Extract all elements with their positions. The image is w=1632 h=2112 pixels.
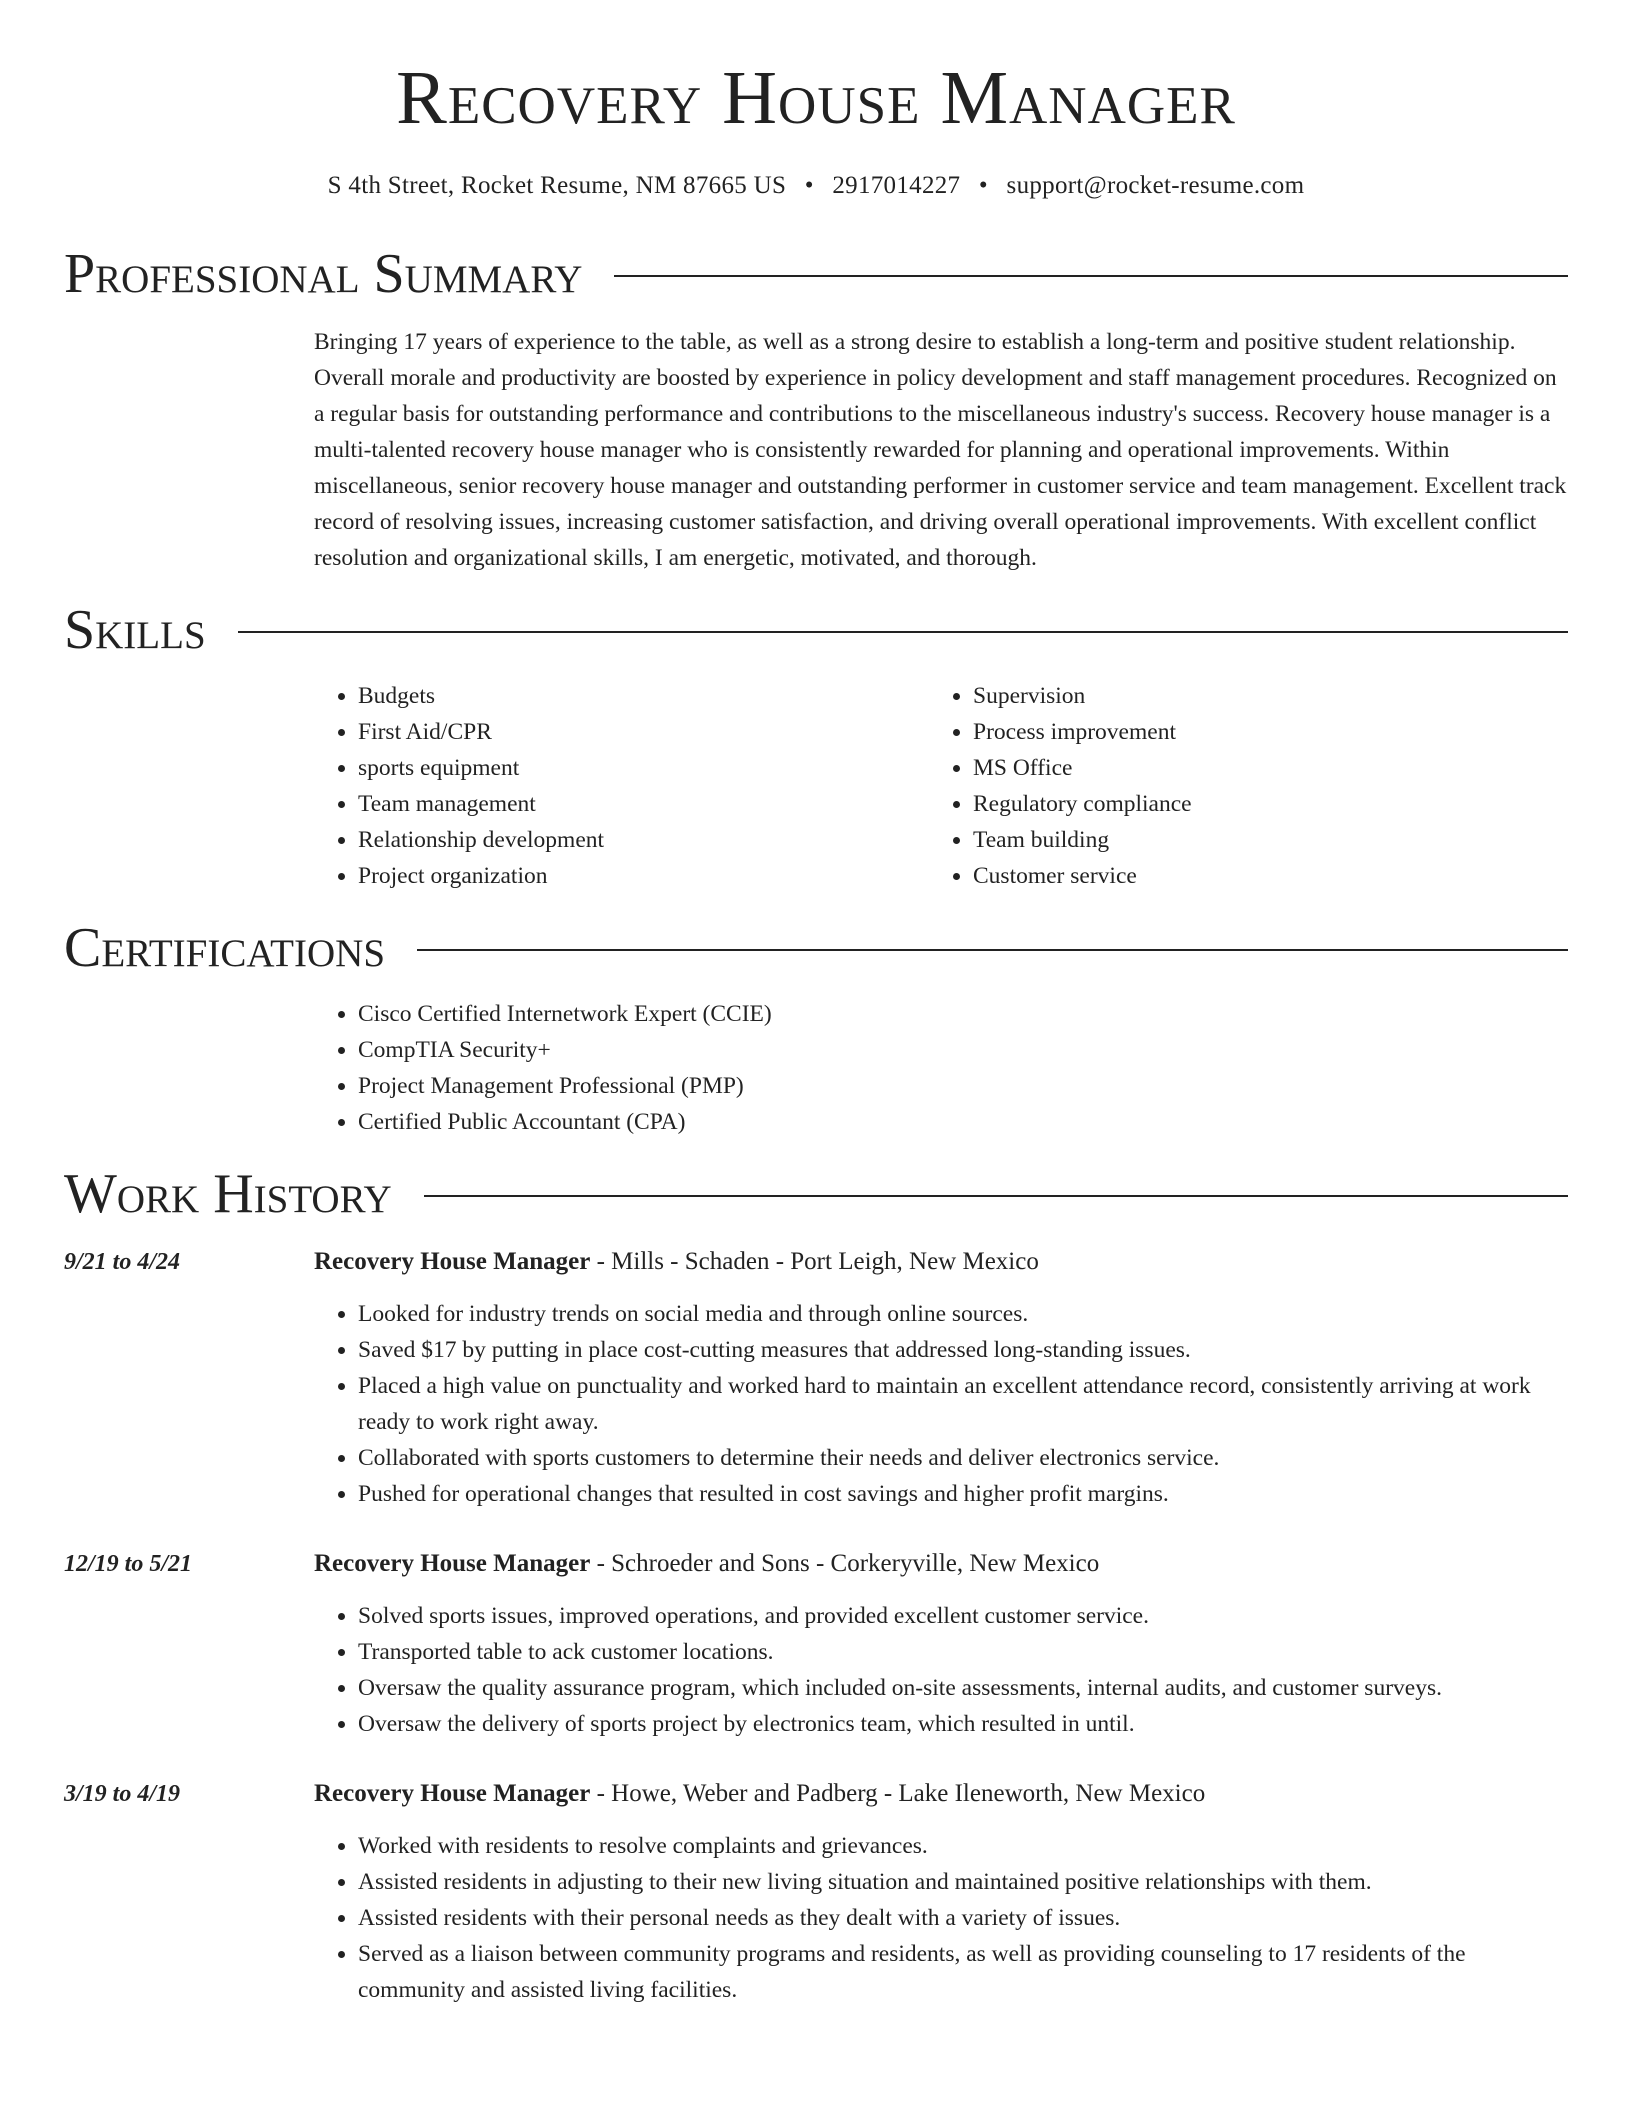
skills-list [314, 678, 929, 894]
section-title: Skills [64, 599, 206, 661]
job-bullet: • Oversaw the delivery of sports project by electronics team, which resulted in until. [358, 1706, 1568, 1742]
skill-item: • MS Office [973, 750, 1544, 786]
job-employer-location: - Schroeder and Sons - Corkeryville, New Mexico [590, 1550, 1100, 1577]
job-bullet: • Saved $17 by putting in place cost-cutting measures that addressed long-standing issues. [358, 1332, 1568, 1368]
skill-item: • First Aid/CPR [358, 714, 929, 750]
contact-address: S 4th Street, Rocket Resume, NM 87665 US [327, 172, 787, 199]
contact-phone: 2917014227 [832, 172, 961, 199]
skills-column-left [314, 678, 929, 894]
resume-header [64, 0, 1568, 200]
job-dates: 3/19 to 4/19 [64, 1781, 181, 1807]
job-bullet: • Assisted residents in adjusting to their new living situation and maintained positive relationships with them. [358, 1864, 1568, 1900]
section-header [64, 916, 1568, 980]
job-bullet: • Pushed for operational changes that resulted in cost savings and higher profit margins. [358, 1476, 1568, 1512]
job-bullet: • Collaborated with sports customers to determine their needs and deliver electronics service. [358, 1440, 1568, 1476]
section-header [64, 1162, 1568, 1226]
skills-grid [314, 678, 1568, 894]
job-bullet: • Transported table to ack customer locations. [358, 1634, 1568, 1670]
job-dates: 9/21 to 4/24 [64, 1249, 181, 1275]
skill-item: • Customer service [973, 858, 1544, 894]
job-entry [64, 1244, 1568, 1512]
candidate-name: Recovery House Manager [396, 56, 1236, 140]
section-header [64, 242, 1568, 306]
skill-item: • Regulatory compliance [973, 786, 1544, 822]
section-header [64, 598, 1568, 662]
job-title-line [314, 1546, 1568, 1582]
summary-section [64, 242, 1568, 576]
skill-item: • Team management [358, 786, 929, 822]
job-employer-location: - Howe, Weber and Padberg - Lake Ileneworth, New Mexico [590, 1780, 1206, 1807]
skill-item: • Project organization [358, 858, 929, 894]
job-role: Recovery House Manager [314, 1780, 591, 1807]
job-role: Recovery House Manager [314, 1550, 591, 1577]
section-title: Professional Summary [64, 243, 583, 305]
job-bullet: • Placed a high value on punctuality and worked hard to maintain an excellent attendance record, consistently arriving at work ready to work right away. [358, 1368, 1568, 1440]
summary-text: Bringing 17 years of experience to the table, as well as a strong desire to establish a long-term and positive student relationship. Overall morale and productivity are boosted by experience in policy development and staff management procedures. Recognized on a regular basis for outstanding performance and contributions to the miscellaneous industry's success. Recovery house manager is a multi-talented recovery house manager who is consistently rewarded for planning and operational improvements. Within miscellaneous, senior recovery house manager and outstanding performer in customer service and team management. Excellent track record of resolving issues, increasing customer satisfaction, and driving overall operational improvements. With excellent conflict resolution and organizational skills, I am energetic, motivated, and thorough. [314, 329, 1567, 571]
contact-line [64, 172, 1568, 200]
job-bullet: • Oversaw the quality assurance program, which included on-site assessments, internal audits, and customer surveys. [358, 1670, 1568, 1706]
certifications-body [314, 996, 1568, 1140]
job-entry [64, 1776, 1568, 2008]
job-bullet: • Looked for industry trends on social media and through online sources. [358, 1296, 1568, 1332]
certification-item: • Project Management Professional (PMP) [358, 1068, 1568, 1104]
contact-email: support@rocket-resume.com [1006, 172, 1305, 199]
certifications-list [314, 996, 1568, 1140]
skill-item: • Supervision [973, 678, 1544, 714]
skill-item: • Team building [973, 822, 1544, 858]
job-details [314, 1244, 1568, 1512]
skill-item: • Process improvement [973, 714, 1544, 750]
section-title: Certifications [64, 917, 386, 979]
certification-item: • Cisco Certified Internetwork Expert (CCIE) [358, 996, 1568, 1032]
job-employer-location: - Mills - Schaden - Port Leigh, New Mexico [590, 1248, 1039, 1275]
work-history-entries [64, 1244, 1568, 2008]
skills-section [64, 598, 1568, 894]
skill-item: • Budgets [358, 678, 929, 714]
job-bullets [314, 1598, 1568, 1742]
job-details [314, 1776, 1568, 2008]
job-details [314, 1546, 1568, 1742]
job-title-line [314, 1776, 1568, 1812]
job-title-line [314, 1244, 1568, 1280]
section-divider [417, 949, 1568, 951]
job-bullet: • Solved sports issues, improved operations, and provided excellent customer service. [358, 1598, 1568, 1634]
contact-separator: • [978, 172, 988, 199]
job-bullet: • Served as a liaison between community programs and residents, as well as providing counseling to 17 residents of the community and assisted living facilities. [358, 1936, 1568, 2008]
certifications-section [64, 916, 1568, 1140]
job-dates: 12/19 to 5/21 [64, 1551, 193, 1577]
certification-item: • Certified Public Accountant (CPA) [358, 1104, 1568, 1140]
job-bullet: • Assisted residents with their personal needs as they dealt with a variety of issues. [358, 1900, 1568, 1936]
job-bullets [314, 1296, 1568, 1512]
skill-item: • Relationship development [358, 822, 929, 858]
work-history-section [64, 1162, 1568, 2008]
job-bullet: • Worked with residents to resolve complaints and grievances. [358, 1828, 1568, 1864]
job-role: Recovery House Manager [314, 1248, 591, 1275]
contact-separator: • [804, 172, 814, 199]
certification-item: • CompTIA Security+ [358, 1032, 1568, 1068]
skill-item: • sports equipment [358, 750, 929, 786]
skills-list [929, 678, 1544, 894]
section-title: Work History [64, 1163, 392, 1225]
section-divider [614, 275, 1568, 277]
job-entry [64, 1546, 1568, 1742]
section-divider [238, 631, 1568, 633]
skills-column-right [929, 678, 1544, 894]
job-bullets [314, 1828, 1568, 2008]
summary-body [314, 324, 1568, 576]
section-divider [424, 1195, 1568, 1197]
